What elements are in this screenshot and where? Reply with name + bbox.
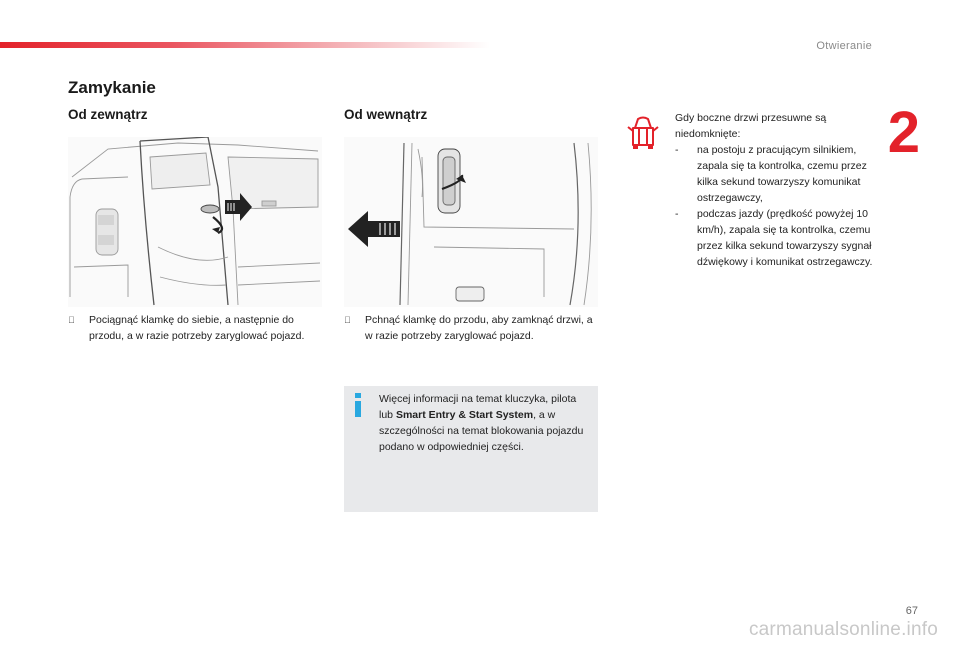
outside-instruction: [68, 312, 322, 344]
bullet-marker: [68, 312, 75, 328]
info-text-start: Więcej informacji na temat kluczyka, pilota lub: [379, 393, 577, 421]
heading-outside: Od zewnątrz: [68, 107, 148, 122]
watermark: carmanualsonline.info: [748, 619, 938, 640]
header-accent-bar: [0, 42, 490, 48]
inside-instruction: [344, 312, 598, 344]
warning-intro: Gdy boczne drzwi przesuwne są niedomknięte:: [675, 112, 827, 140]
warning-item: [675, 142, 875, 206]
section-label: Otwieranie: [816, 40, 872, 52]
warning-item-dash: -: [675, 208, 679, 220]
heading-inside: Od wewnątrz: [344, 107, 428, 122]
info-text: [379, 391, 593, 455]
page-title: Zamykanie: [68, 78, 156, 97]
info-icon: [352, 392, 364, 418]
chapter-number: 2: [887, 100, 920, 165]
warning-text: [675, 110, 875, 270]
inside-instruction-text: Pchnąć klamkę do przodu, aby zamknąć drzwi, a w razie potrzeby zaryglować pojazd.: [365, 314, 593, 342]
warning-item-text: na postoju z pracującym silnikiem, zapala się ta kontrolka, czemu przez kilka sekund towarzyszy komunikat ostrzegawczy,: [697, 144, 867, 204]
warning-item-dash: -: [675, 144, 679, 156]
inside-door-illustration: [344, 137, 598, 307]
bullet-marker: [344, 312, 351, 328]
page-number: 67: [905, 605, 918, 617]
info-text-end: , a w szczególności na temat blokowania pojazdu podano w odpowiedniej części.: [379, 409, 584, 453]
outside-door-illustration: [68, 137, 322, 307]
info-text-bold: Smart Entry & Start System: [395, 409, 534, 421]
door-open-warning-icon: [627, 114, 659, 150]
outside-instruction-text: Pociągnąć klamkę do siebie, a następnie do przodu, a w razie potrzeby zaryglować pojazd.: [89, 314, 305, 342]
warning-item: [675, 206, 875, 270]
warning-item-text: podczas jazdy (prędkość powyżej 10 km/h), zapala się ta kontrolka, czemu przez kilka sekund towarzyszy sygnał dźwiękowy i komunikat ostrzegawczy.: [697, 208, 873, 268]
info-box: [344, 386, 598, 512]
